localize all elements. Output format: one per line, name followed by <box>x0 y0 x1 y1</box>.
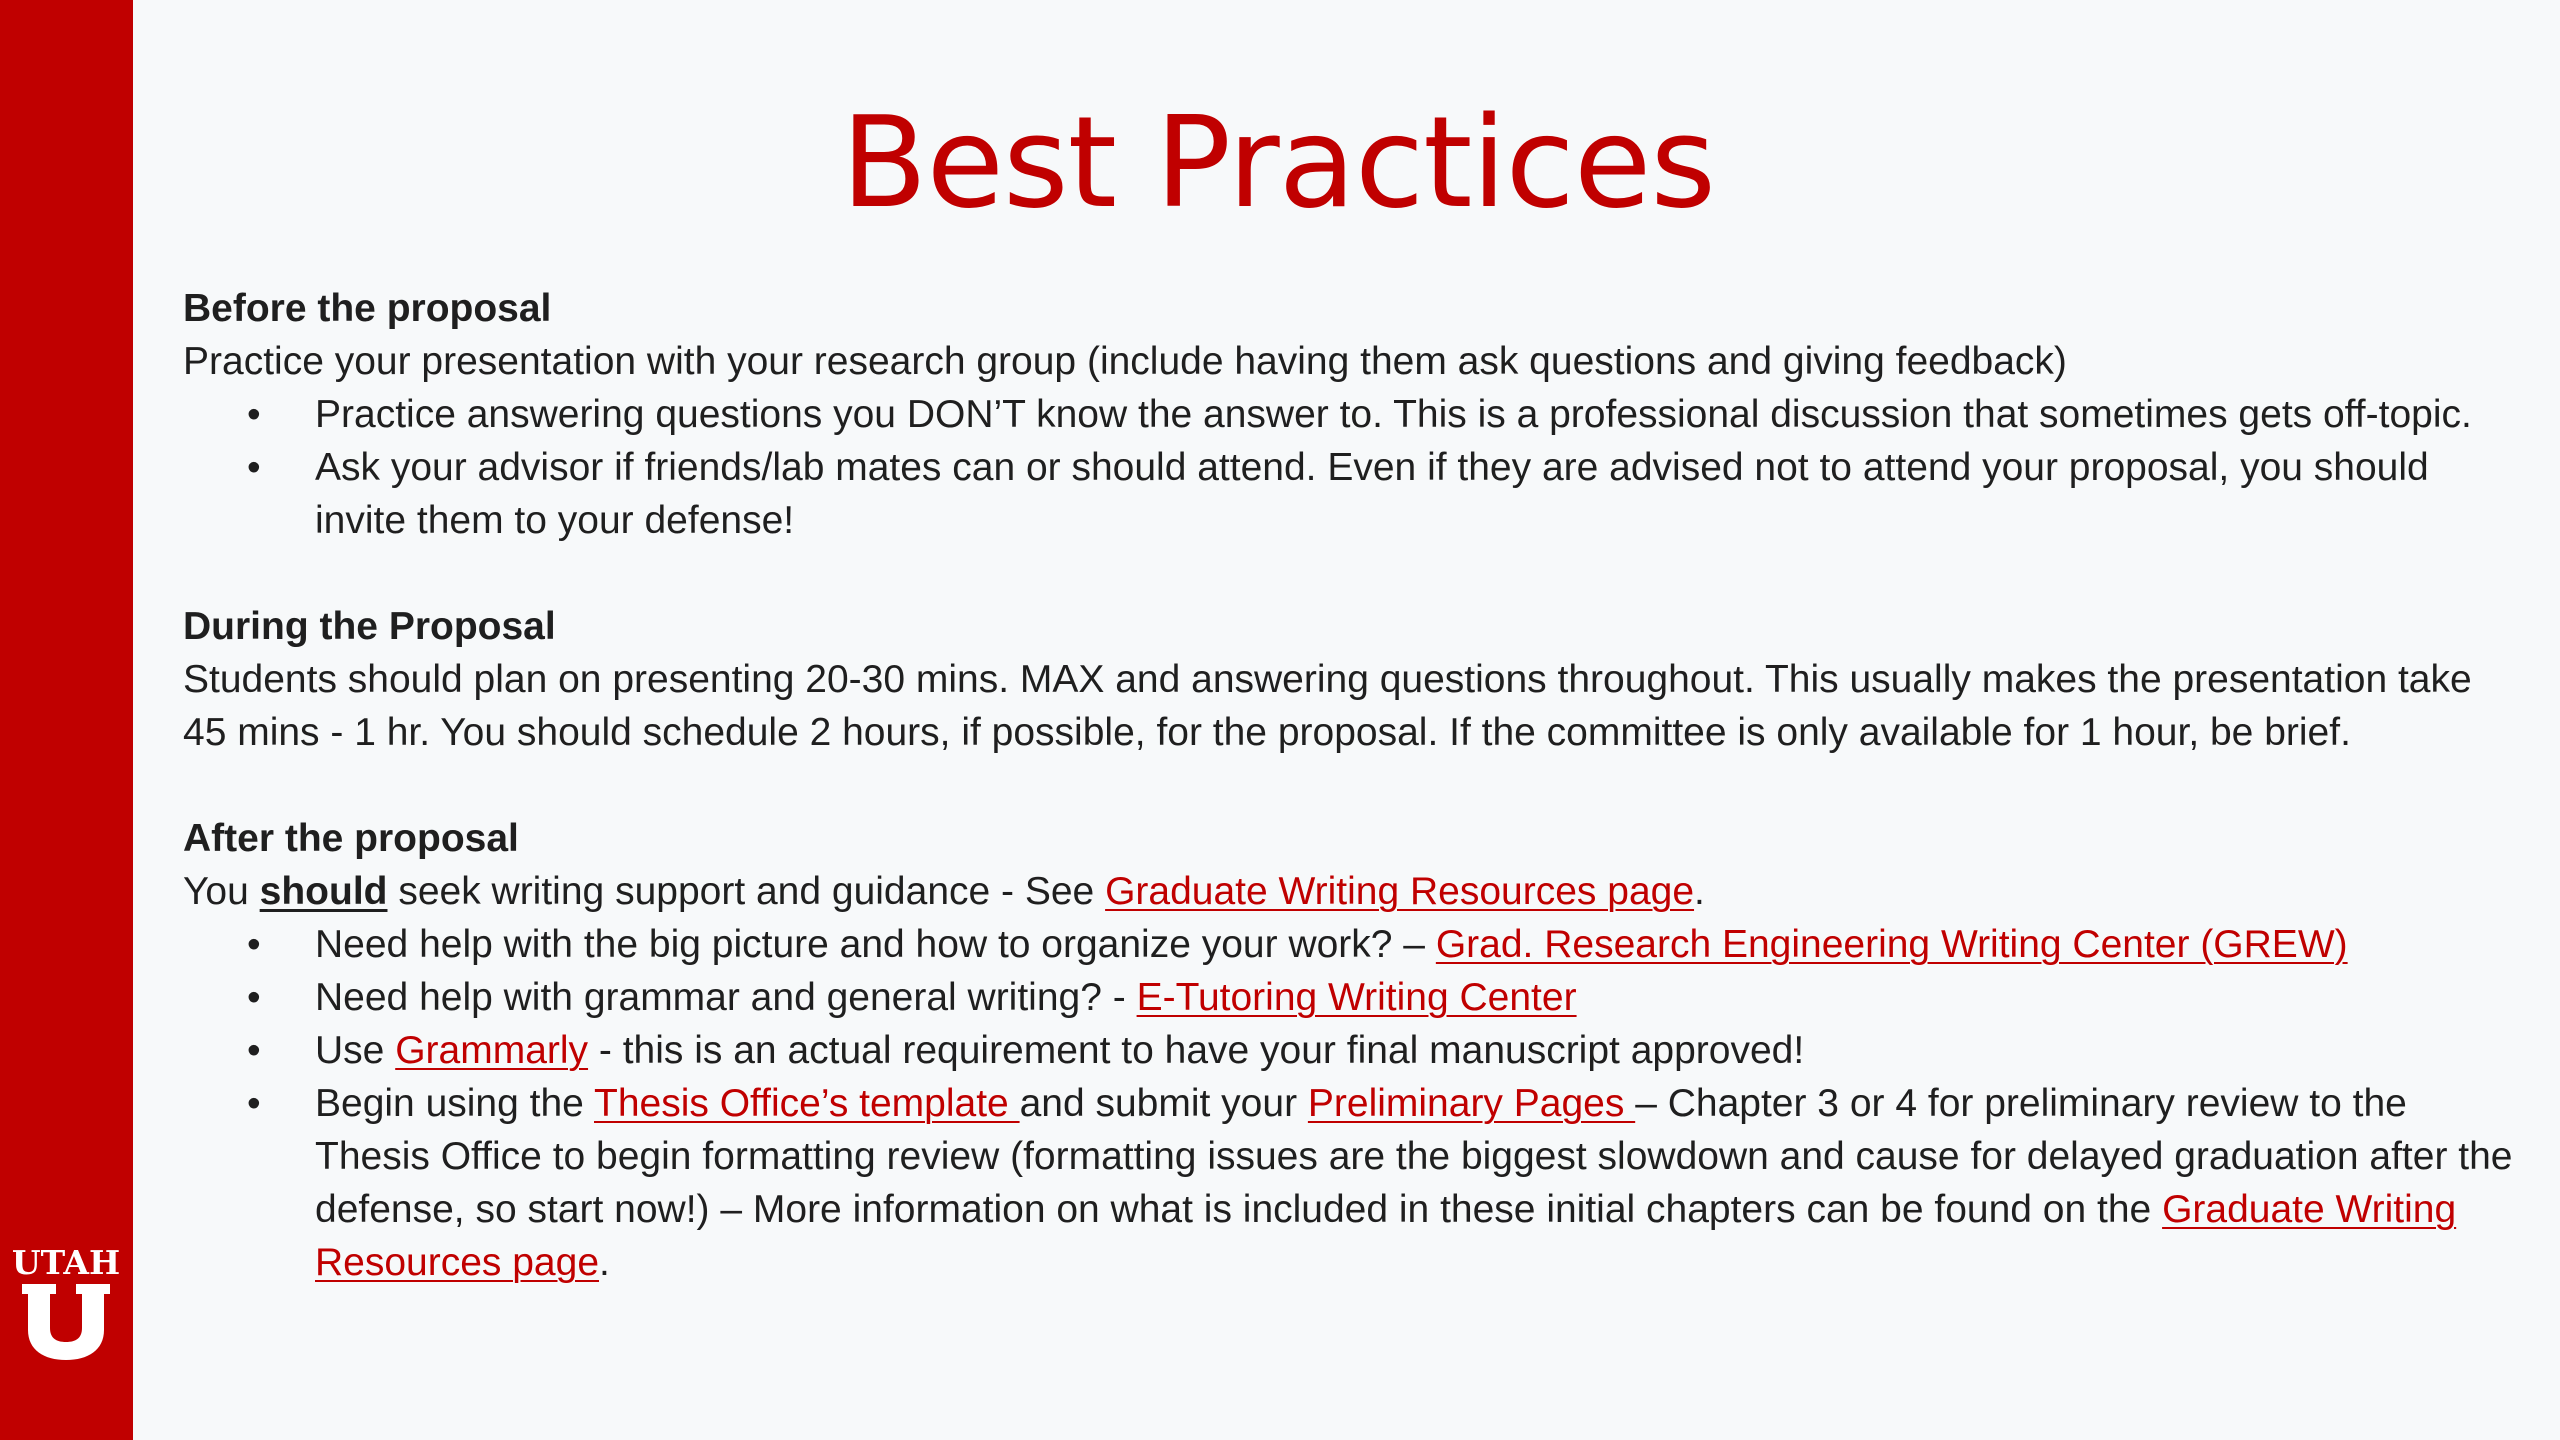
bullet-text: – Chapter 3 or 4 for preliminary review to the Thesis Office to begin formatting review (formatting issues are the biggest slowdown and cause for delayed graduation after the defense, so start now!) – More information on what is included in these initial chapters can be found on the <box>315 1082 2513 1231</box>
grammarly-link[interactable]: Grammarly <box>395 1029 589 1072</box>
thesis-template-link[interactable]: Thesis Office’s template <box>594 1082 1020 1125</box>
list-item <box>315 1077 2513 1289</box>
slide-title: Best Practices <box>841 89 1715 236</box>
e-tutoring-link[interactable]: E-Tutoring Writing Center <box>1136 976 1577 1019</box>
list-item <box>315 918 2513 971</box>
list-item <box>315 1024 2513 1077</box>
grew-link[interactable]: Grad. Research Engineering Writing Center (GREW) <box>1435 923 2348 966</box>
emphasis-should: should <box>259 870 388 913</box>
section-before-proposal <box>183 282 2513 547</box>
graduate-writing-resources-link[interactable]: Graduate Writing Resources page <box>315 1188 2457 1284</box>
bullet-text: Use <box>315 1029 396 1072</box>
section-body: Students should plan on presenting 20-30 mins. MAX and answering questions throughout. This usually makes the presentation take 45 mins - 1 hr. You should schedule 2 hours, if possible, for the proposal. If the committee is only available for 1 hour, be brief. <box>183 658 2472 754</box>
bullet-end: . <box>599 1241 610 1284</box>
brand-sidebar <box>0 0 133 1440</box>
svg-text:UTAH: UTAH <box>11 1243 121 1282</box>
list-item: • Practice answering questions you DON’T know the answer to. This is a professional discussion that sometimes gets off-topic. <box>315 388 2513 441</box>
bullet-text: Need help with grammar and general writing? - <box>315 976 1137 1019</box>
section-during-proposal <box>183 600 2513 759</box>
intro-text: seek writing support and guidance - See <box>387 870 1106 913</box>
intro-end: . <box>1694 870 1705 913</box>
list-item <box>315 971 2513 1024</box>
preliminary-pages-link[interactable]: Preliminary Pages <box>1307 1082 1636 1125</box>
bullet-text: and submit your <box>1019 1082 1308 1125</box>
section-heading: Before the proposal <box>183 287 552 330</box>
slide-content <box>183 282 2513 1289</box>
section-intro: Practice your presentation with your research group (include having them ask questions and giving feedback) <box>183 340 2067 383</box>
bullet-text: - this is an actual requirement to have your final manuscript approved! <box>588 1029 1805 1072</box>
section-intro <box>183 865 2513 918</box>
graduate-writing-resources-link[interactable]: Graduate Writing Resources page <box>1105 870 1695 913</box>
section-after-proposal <box>183 812 2513 1289</box>
section-heading: During the Proposal <box>183 605 556 648</box>
list-item: • Ask your advisor if friends/lab mates can or should attend. Even if they are advised not to attend your proposal, you should invite them to your defense! <box>315 441 2513 547</box>
bullet-text: Begin using the <box>315 1082 594 1125</box>
intro-text: You <box>183 870 260 913</box>
section-heading: After the proposal <box>183 817 519 860</box>
bullet-text: Need help with the big picture and how to organize your work? – <box>315 923 1436 966</box>
university-of-utah-logo <box>11 1232 121 1362</box>
bullet-list <box>183 388 2513 547</box>
bullet-list <box>183 918 2513 1289</box>
slide <box>133 0 2560 1440</box>
